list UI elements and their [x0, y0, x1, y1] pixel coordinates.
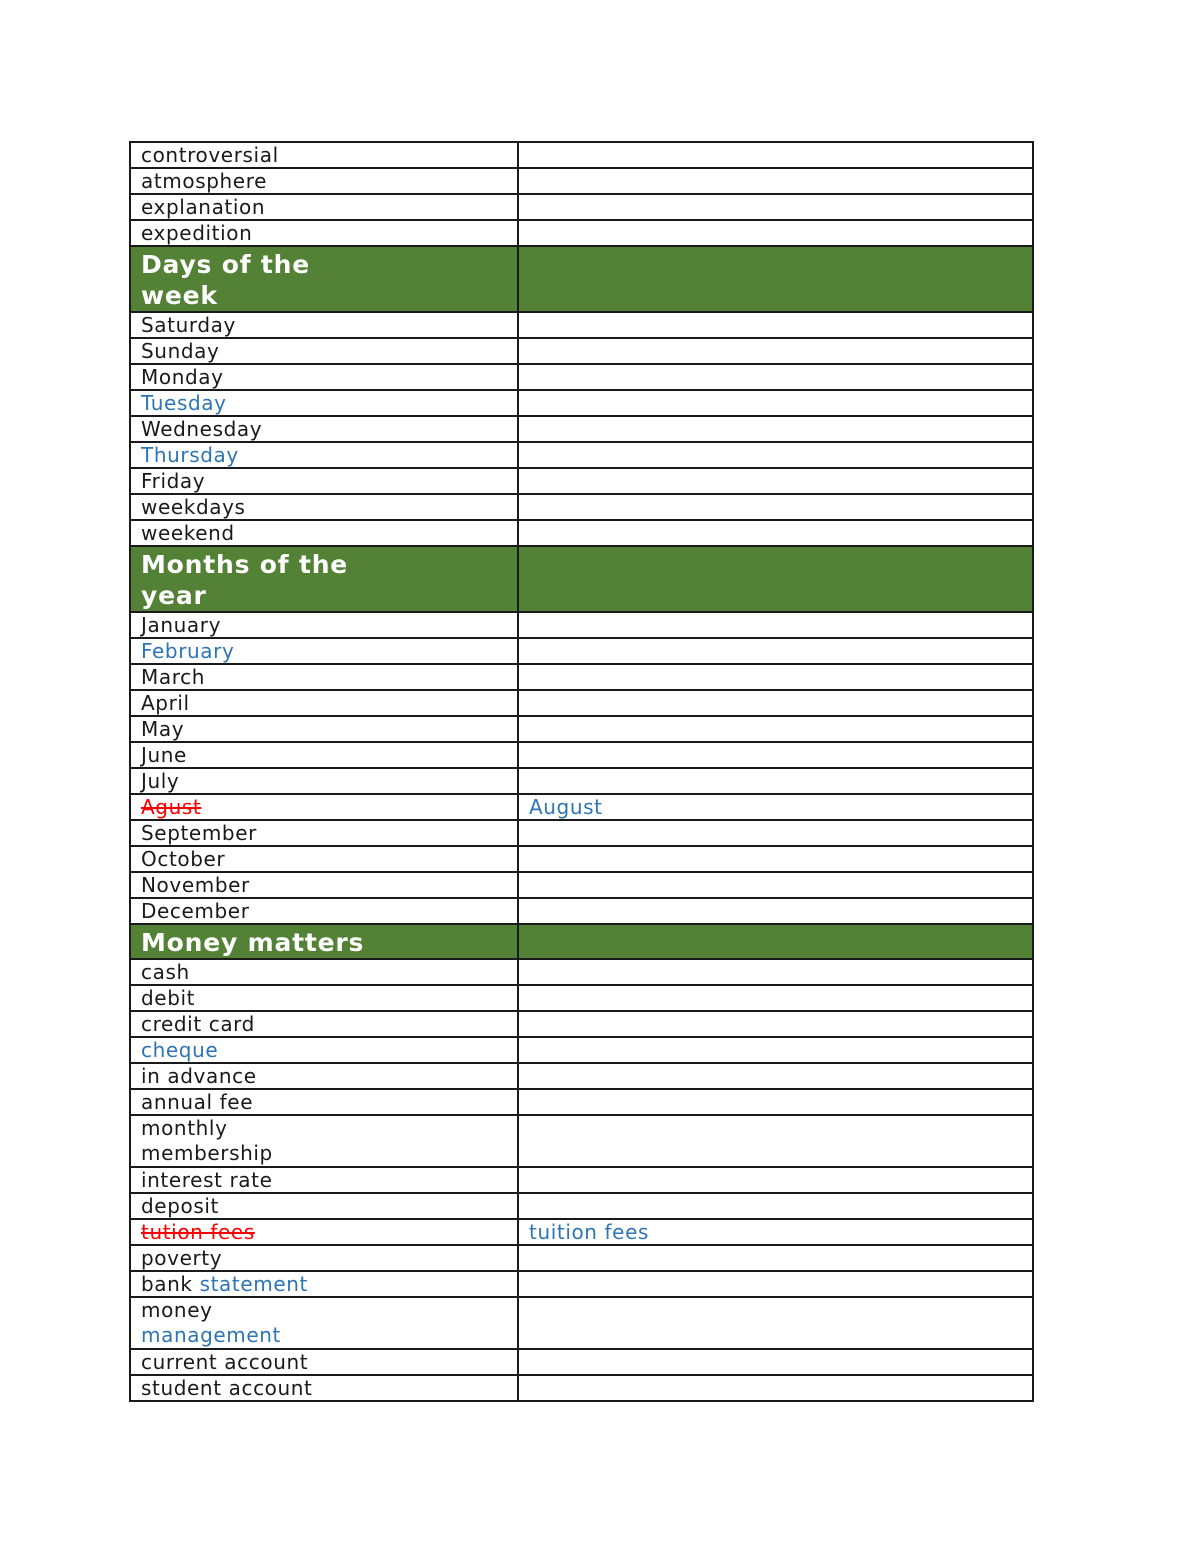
section-header-row — [130, 246, 1033, 312]
vocab-word-cell[interactable] — [130, 846, 518, 872]
vocab-word-cell[interactable] — [130, 1271, 518, 1297]
vocab-word-cell[interactable] — [130, 1167, 518, 1193]
vocab-note-cell[interactable] — [518, 468, 1033, 494]
vocab-note-cell[interactable] — [518, 638, 1033, 664]
vocab-word-cell[interactable] — [130, 1349, 518, 1375]
vocab-word: debit — [141, 986, 196, 1010]
vocab-note-cell[interactable] — [518, 312, 1033, 338]
correction-text: August — [529, 795, 603, 819]
vocab-note-cell[interactable] — [518, 364, 1033, 390]
vocab-row — [130, 612, 1033, 638]
vocab-word-cell[interactable] — [130, 820, 518, 846]
highlighted-word: February — [141, 639, 235, 663]
vocab-word-cell[interactable] — [130, 168, 518, 194]
highlighted-word: management — [141, 1323, 281, 1347]
vocab-word-cell[interactable] — [130, 338, 518, 364]
vocab-row — [130, 1219, 1033, 1245]
vocab-word: January — [141, 613, 222, 637]
vocab-note-cell[interactable] — [518, 168, 1033, 194]
vocab-row — [130, 898, 1033, 924]
vocab-word-cell[interactable] — [130, 1193, 518, 1219]
vocab-note-cell[interactable] — [518, 442, 1033, 468]
vocab-note-cell[interactable] — [518, 794, 1033, 820]
vocab-word: atmosphere — [141, 169, 267, 193]
vocab-word: June — [141, 743, 187, 767]
highlighted-word: statement — [199, 1272, 308, 1296]
section-title-cell[interactable] — [130, 246, 518, 312]
vocab-note-cell[interactable] — [518, 1375, 1033, 1401]
section-title-cell[interactable] — [130, 546, 518, 612]
vocab-note-cell[interactable] — [518, 390, 1033, 416]
vocab-word: October — [141, 847, 226, 871]
vocab-word: March — [141, 665, 205, 689]
vocab-word-cell[interactable] — [130, 985, 518, 1011]
vocab-row — [130, 1349, 1033, 1375]
vocab-note-cell[interactable] — [518, 664, 1033, 690]
vocab-word: December — [141, 899, 250, 923]
vocab-row — [130, 690, 1033, 716]
vocab-word-cell[interactable] — [130, 742, 518, 768]
vocab-row — [130, 1011, 1033, 1037]
section-title-line: Money matters — [141, 928, 365, 957]
highlighted-word: cheque — [141, 1038, 219, 1062]
vocab-word-cell[interactable] — [130, 1037, 518, 1063]
vocab-word: weekdays — [141, 495, 246, 519]
vocab-note-cell[interactable] — [518, 416, 1033, 442]
vocab-note-cell[interactable] — [518, 1349, 1033, 1375]
vocab-note-cell[interactable] — [518, 142, 1033, 168]
vocab-word-cell[interactable] — [130, 664, 518, 690]
vocab-note-cell[interactable] — [518, 1089, 1033, 1115]
vocab-note-cell[interactable] — [518, 872, 1033, 898]
vocab-row — [130, 168, 1033, 194]
vocab-word-cell[interactable] — [130, 364, 518, 390]
vocab-row — [130, 716, 1033, 742]
vocab-row — [130, 1167, 1033, 1193]
vocab-note-cell[interactable] — [518, 612, 1033, 638]
vocab-note-cell[interactable] — [518, 742, 1033, 768]
vocab-note-cell[interactable] — [518, 1271, 1033, 1297]
vocab-note-cell[interactable] — [518, 690, 1033, 716]
vocab-row — [130, 442, 1033, 468]
vocab-word: poverty — [141, 1246, 223, 1270]
vocab-word-cell[interactable] — [130, 638, 518, 664]
vocab-row — [130, 959, 1033, 985]
vocab-word-cell[interactable] — [130, 1089, 518, 1115]
vocab-note-cell[interactable] — [518, 1167, 1033, 1193]
vocab-note-cell[interactable] — [518, 1245, 1033, 1271]
vocab-row — [130, 220, 1033, 246]
section-title-cell[interactable] — [130, 924, 518, 959]
vocab-row — [130, 194, 1033, 220]
vocab-word: student account — [141, 1376, 313, 1400]
vocab-row — [130, 338, 1033, 364]
vocabulary-sheet — [129, 141, 1032, 1402]
vocab-row — [130, 872, 1033, 898]
vocab-row — [130, 1037, 1033, 1063]
vocab-row — [130, 1245, 1033, 1271]
vocab-word-cell[interactable] — [130, 494, 518, 520]
vocab-word-cell[interactable] — [130, 898, 518, 924]
section-blank-cell[interactable] — [518, 546, 1033, 612]
vocab-word-cell[interactable] — [130, 794, 518, 820]
vocab-word: cash — [141, 960, 190, 984]
vocab-row — [130, 985, 1033, 1011]
vocab-row — [130, 1375, 1033, 1401]
vocab-note-cell[interactable] — [518, 1011, 1033, 1037]
vocab-word-cell[interactable] — [130, 1011, 518, 1037]
highlighted-word: Thursday — [141, 443, 239, 467]
vocab-row — [130, 1115, 1033, 1167]
vocab-note-cell[interactable] — [518, 1115, 1033, 1167]
vocab-row — [130, 364, 1033, 390]
vocab-word-cell[interactable] — [130, 690, 518, 716]
vocab-word-cell[interactable] — [130, 1219, 518, 1245]
vocab-word-cell[interactable] — [130, 194, 518, 220]
vocab-word-cell[interactable] — [130, 1297, 518, 1349]
vocab-row — [130, 820, 1033, 846]
vocab-note-cell[interactable] — [518, 520, 1033, 546]
vocab-word: membership — [141, 1141, 273, 1165]
section-header-row — [130, 546, 1033, 612]
vocab-note-cell[interactable] — [518, 220, 1033, 246]
vocab-row — [130, 742, 1033, 768]
vocab-word-cell[interactable] — [130, 312, 518, 338]
vocab-word-cell[interactable] — [130, 768, 518, 794]
vocab-note-cell[interactable] — [518, 985, 1033, 1011]
vocab-word: Friday — [141, 469, 206, 493]
highlighted-word: Tuesday — [141, 391, 227, 415]
vocab-word-cell[interactable] — [130, 468, 518, 494]
section-title-line: year — [141, 581, 207, 610]
vocab-word: September — [141, 821, 257, 845]
section-header-row — [130, 924, 1033, 959]
vocab-word: Wednesday — [141, 417, 263, 441]
vocab-note-cell[interactable] — [518, 959, 1033, 985]
vocab-word-cell[interactable] — [130, 716, 518, 742]
vocab-note-cell[interactable] — [518, 194, 1033, 220]
correction-text: tuition fees — [529, 1220, 650, 1244]
vocab-note-cell[interactable] — [518, 338, 1033, 364]
vocab-word-cell[interactable] — [130, 1063, 518, 1089]
vocab-row — [130, 1297, 1033, 1349]
section-title-line: Months of the — [141, 550, 349, 579]
vocab-note-cell[interactable] — [518, 716, 1033, 742]
vocab-word-cell[interactable] — [130, 1115, 518, 1167]
vocab-word: monthly — [141, 1116, 228, 1140]
vocab-word: controversial — [141, 143, 279, 167]
vocab-word: current account — [141, 1350, 309, 1374]
vocab-row — [130, 664, 1033, 690]
vocab-word: deposit — [141, 1194, 219, 1218]
vocab-word: money — [141, 1298, 213, 1322]
vocab-row — [130, 1063, 1033, 1089]
vocab-word-cell[interactable] — [130, 442, 518, 468]
vocab-word: April — [141, 691, 190, 715]
vocab-row — [130, 312, 1033, 338]
vocab-word-cell[interactable] — [130, 612, 518, 638]
vocab-note-cell[interactable] — [518, 820, 1033, 846]
vocab-word: Saturday — [141, 313, 236, 337]
vocab-word-cell[interactable] — [130, 390, 518, 416]
vocab-note-cell[interactable] — [518, 1193, 1033, 1219]
vocab-word: November — [141, 873, 250, 897]
section-blank-cell[interactable] — [518, 924, 1033, 959]
vocab-word-cell[interactable] — [130, 416, 518, 442]
vocab-note-cell[interactable] — [518, 768, 1033, 794]
vocab-note-cell[interactable] — [518, 898, 1033, 924]
vocab-note-cell[interactable] — [518, 494, 1033, 520]
vocab-row — [130, 1089, 1033, 1115]
vocab-word: in advance — [141, 1064, 257, 1088]
vocab-word-cell[interactable] — [130, 872, 518, 898]
vocab-row — [130, 390, 1033, 416]
section-title-line: Days of the — [141, 250, 310, 279]
vocab-word: weekend — [141, 521, 235, 545]
vocab-word-cell[interactable] — [130, 959, 518, 985]
vocab-row — [130, 520, 1033, 546]
section-title-line: week — [141, 281, 218, 310]
vocabulary-table — [129, 141, 1034, 1402]
vocab-word: interest rate — [141, 1168, 273, 1192]
vocabulary-rows — [130, 142, 1033, 1401]
vocab-word: annual fee — [141, 1090, 254, 1114]
vocab-word: Monday — [141, 365, 224, 389]
vocab-note-cell[interactable] — [518, 1297, 1033, 1349]
vocab-note-cell[interactable] — [518, 1219, 1033, 1245]
vocab-note-cell[interactable] — [518, 1063, 1033, 1089]
vocab-word: May — [141, 717, 185, 741]
misspelled-word: Agust — [141, 795, 202, 819]
vocab-word: expedition — [141, 221, 253, 245]
vocab-row — [130, 638, 1033, 664]
vocab-word-cell[interactable] — [130, 1245, 518, 1271]
vocab-word: credit card — [141, 1012, 255, 1036]
vocab-row — [130, 468, 1033, 494]
vocab-note-cell[interactable] — [518, 1037, 1033, 1063]
misspelled-word: tution fees — [141, 1220, 255, 1244]
vocab-row — [130, 494, 1033, 520]
vocab-word-cell[interactable] — [130, 520, 518, 546]
vocab-row — [130, 1193, 1033, 1219]
vocab-row — [130, 416, 1033, 442]
vocab-word: bank — [141, 1272, 200, 1296]
vocab-row — [130, 142, 1033, 168]
vocab-word-cell[interactable] — [130, 220, 518, 246]
vocab-row — [130, 794, 1033, 820]
vocab-row — [130, 846, 1033, 872]
section-blank-cell[interactable] — [518, 246, 1033, 312]
vocab-word: Sunday — [141, 339, 220, 363]
vocab-row — [130, 1271, 1033, 1297]
vocab-word: explanation — [141, 195, 266, 219]
vocab-word: July — [141, 769, 180, 793]
vocab-word-cell[interactable] — [130, 142, 518, 168]
vocab-word-cell[interactable] — [130, 1375, 518, 1401]
vocab-note-cell[interactable] — [518, 846, 1033, 872]
vocab-row — [130, 768, 1033, 794]
